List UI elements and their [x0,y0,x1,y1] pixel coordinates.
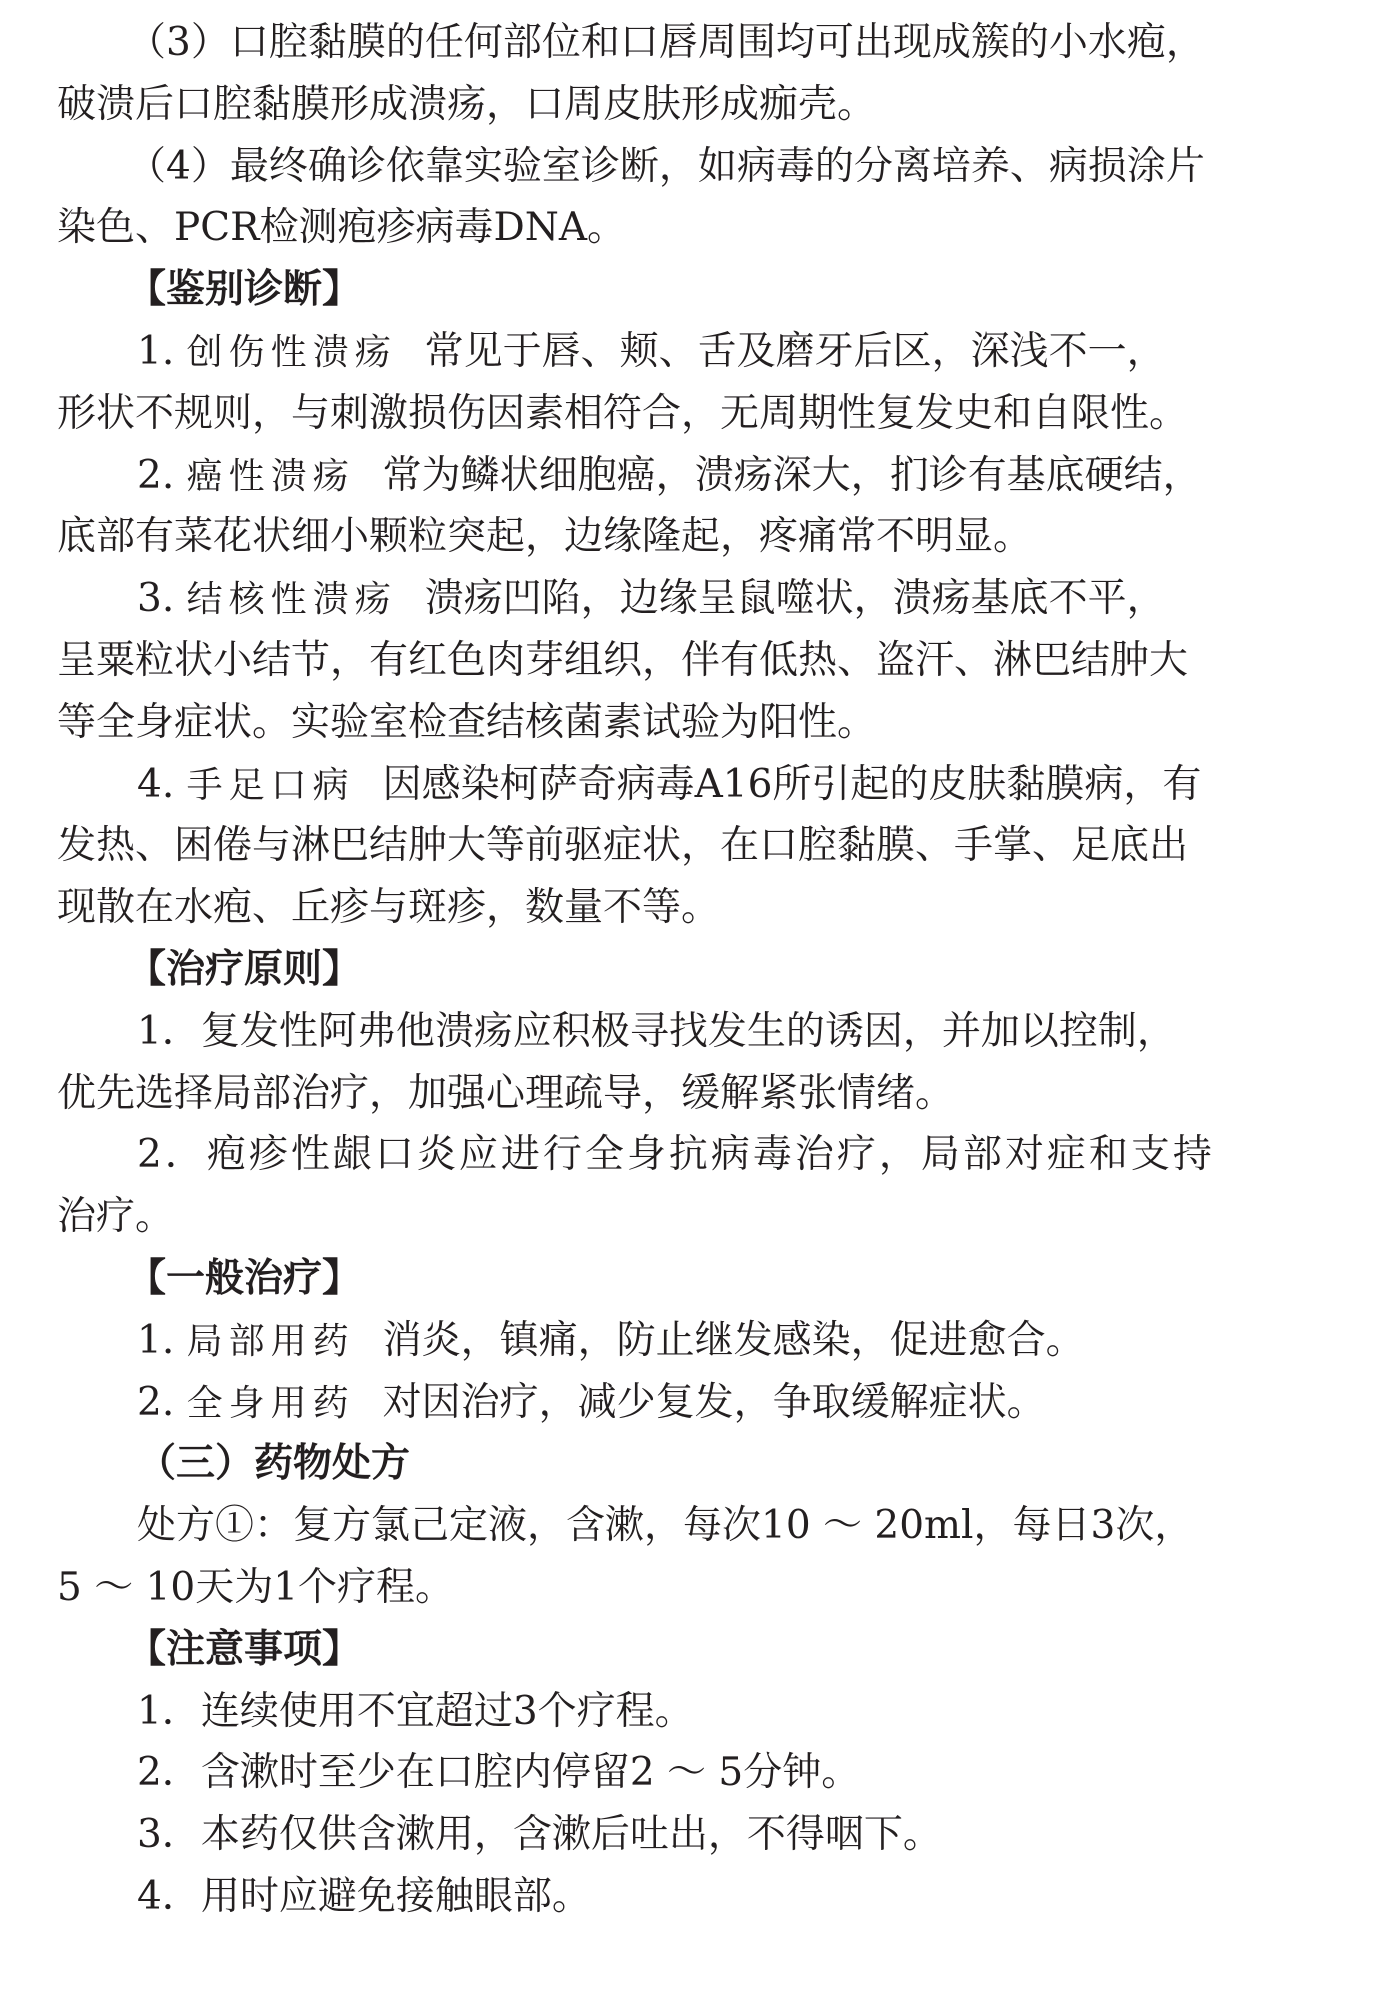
paragraph-line: 2．疱疹性龈口炎应进行全身抗病毒治疗，局部对症和支持 [137,1132,1215,1178]
item-text: 溃疡凹陷，边缘呈鼠噬状，溃疡基底不平， [424,576,1166,622]
section-heading-drug-prescription: （三）药物处方 [137,1441,411,1487]
general-item-1 [57,1310,1237,1372]
paragraph-line: 发热、困倦与淋巴结肿大等前驱症状，在口腔黏膜、手掌、足底出 [57,823,1189,869]
item-term: 癌性溃疡 [186,455,355,497]
item-term: 全身用药 [186,1382,355,1424]
document-page [57,12,1237,1928]
item-term: 创伤性溃疡 [186,331,397,373]
diff-item-4 [57,754,1237,816]
item-text: 对因治疗，减少复发，争取缓解症状。 [382,1379,1046,1425]
item-number: 4. [137,761,175,807]
paragraph-line: 形状不规则，与刺激损伤因素相符合，无周期性复发史和自限性。 [57,390,1189,436]
item-text: 因感染柯萨奇病毒A16所引起的皮肤黏膜病，有 [382,761,1202,807]
item-term: 手足口病 [186,764,355,806]
paragraph-line: 底部有菜花状细小颗粒突起，边缘隆起，疼痛常不明显。 [57,514,1033,560]
item-number: 1. [137,328,175,374]
section-heading-notes: 【注意事项】 [127,1626,362,1672]
paragraph-line: 染色、PCR检测疱疹病毒DNA。 [57,205,627,251]
paragraph-line: 破溃后口腔黏膜形成溃疡，口周皮肤形成痂壳。 [57,81,877,127]
section-heading-treatment-principle: 【治疗原则】 [127,946,362,992]
paragraph-line: 现散在水疱、丘疹与斑疹，数量不等。 [57,885,721,931]
diff-item-3 [57,568,1237,630]
paragraph-line: 呈粟粒状小结节，有红色肉芽组织，伴有低热、盗汗、淋巴结肿大 [57,637,1189,683]
note-item: 2．含漱时至少在口腔内停留2 ～ 5分钟。 [137,1750,861,1796]
note-item: 4．用时应避免接触眼部。 [137,1873,591,1919]
item-number: 1. [137,1317,175,1363]
section-heading-differential-diagnosis: 【鉴别诊断】 [127,267,362,313]
item-number: 3. [137,576,175,622]
diff-item-1 [57,321,1237,383]
item-text: 常为鳞状细胞癌，溃疡深大，扪诊有基底硬结， [382,452,1202,498]
paragraph-line: 优先选择局部治疗，加强心理疏导，缓解紧张情绪。 [57,1070,955,1116]
item-term: 局部用药 [186,1320,355,1362]
prescription-line: 处方①：复方氯己定液，含漱，每次10 ～ 20ml，每日3次， [137,1503,1194,1549]
paragraph-line: 1．复发性阿弗他溃疡应积极寻找发生的诱因，并加以控制， [137,1008,1176,1054]
note-item: 3．本药仅供含漱用，含漱后吐出，不得咽下。 [137,1812,942,1858]
paragraph-line: 等全身症状。实验室检查结核菌素试验为阳性。 [57,699,877,745]
item-text: 消炎，镇痛，防止继发感染，促进愈合。 [382,1317,1085,1363]
diff-item-2 [57,445,1237,507]
item-number: 2. [137,452,175,498]
note-item: 1．连续使用不宜超过3个疗程。 [137,1688,694,1734]
paragraph-line: （4）最终确诊依靠实验室诊断，如病毒的分离培养、病损涂片 [127,143,1205,189]
item-number: 2. [137,1379,175,1425]
paragraph-line: （3）口腔黏膜的任何部位和口唇周围均可出现成簇的小水疱， [127,20,1205,65]
item-text: 常见于唇、颊、舌及磨牙后区，深浅不一， [424,328,1166,374]
section-heading-general-treatment: 【一般治疗】 [127,1255,362,1301]
item-term: 结核性溃疡 [186,579,397,621]
general-item-2 [57,1372,1237,1434]
paragraph-line: 5 ～ 10天为1个疗程。 [57,1564,455,1610]
paragraph-line: 治疗。 [57,1194,175,1240]
